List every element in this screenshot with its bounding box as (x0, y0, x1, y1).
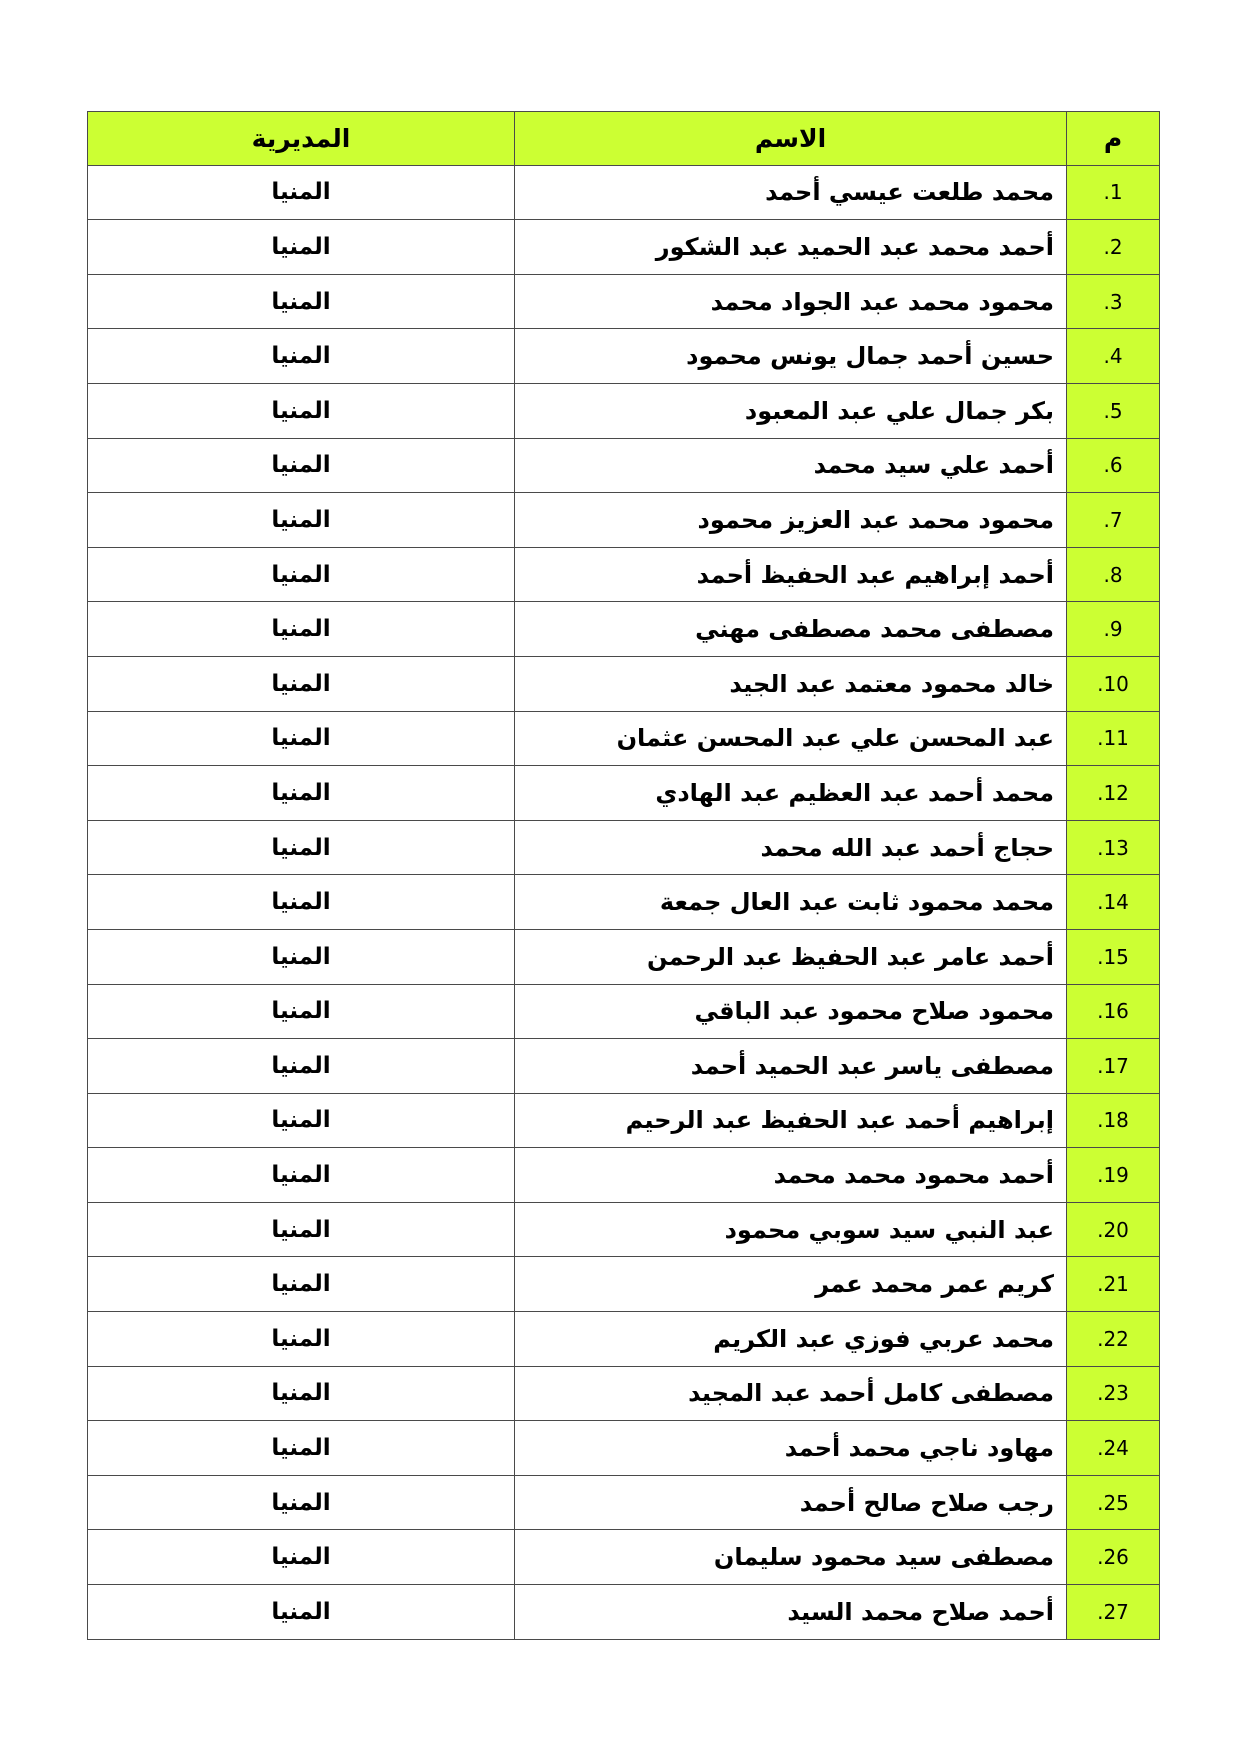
row-name: خالد محمود معتمد عبد الجيد (515, 656, 1067, 711)
row-directorate: المنيا (88, 656, 515, 711)
row-directorate: المنيا (88, 1475, 515, 1530)
row-number: 26. (1067, 1530, 1160, 1585)
row-directorate: المنيا (88, 165, 515, 220)
row-name: محمد عربي فوزي عبد الكريم (515, 1312, 1067, 1367)
row-number: 1. (1067, 165, 1160, 220)
row-name: مصطفى سيد محمود سليمان (515, 1530, 1067, 1585)
table-row (88, 1148, 1160, 1203)
row-directorate: المنيا (88, 875, 515, 930)
row-name: محمود محمد عبد الجواد محمد (515, 274, 1067, 329)
row-name: حسين أحمد جمال يونس محمود (515, 329, 1067, 384)
names-sheet (87, 111, 1159, 1640)
row-directorate: المنيا (88, 711, 515, 766)
table-row (88, 1257, 1160, 1312)
row-name: محمد أحمد عبد العظيم عبد الهادي (515, 766, 1067, 821)
row-number: 2. (1067, 220, 1160, 275)
header-name: الاسم (515, 112, 1067, 166)
row-name: أحمد محمد عبد الحميد عبد الشكور (515, 220, 1067, 275)
row-name: كريم عمر محمد عمر (515, 1257, 1067, 1312)
row-directorate: المنيا (88, 766, 515, 821)
row-name: أحمد إبراهيم عبد الحفيظ أحمد (515, 547, 1067, 602)
row-number: 7. (1067, 493, 1160, 548)
row-number: 22. (1067, 1312, 1160, 1367)
row-number: 12. (1067, 766, 1160, 821)
table-row (88, 438, 1160, 493)
row-directorate: المنيا (88, 220, 515, 275)
row-name: مصطفى كامل أحمد عبد المجيد (515, 1366, 1067, 1421)
row-directorate: المنيا (88, 329, 515, 384)
row-number: 6. (1067, 438, 1160, 493)
row-directorate: المنيا (88, 1421, 515, 1476)
row-directorate: المنيا (88, 547, 515, 602)
row-name: إبراهيم أحمد عبد الحفيظ عبد الرحيم (515, 1093, 1067, 1148)
row-directorate: المنيا (88, 1366, 515, 1421)
row-number: 11. (1067, 711, 1160, 766)
table-row (88, 274, 1160, 329)
row-directorate: المنيا (88, 1039, 515, 1094)
names-table (87, 111, 1160, 1640)
row-directorate: المنيا (88, 1148, 515, 1203)
row-directorate: المنيا (88, 1585, 515, 1640)
table-row (88, 1421, 1160, 1476)
row-name: مصطفى محمد مصطفى مهني (515, 602, 1067, 657)
table-row (88, 929, 1160, 984)
row-name: أحمد عامر عبد الحفيظ عبد الرحمن (515, 929, 1067, 984)
row-directorate: المنيا (88, 1202, 515, 1257)
row-directorate: المنيا (88, 1530, 515, 1585)
row-number: 24. (1067, 1421, 1160, 1476)
row-directorate: المنيا (88, 1257, 515, 1312)
row-name: محمود صلاح محمود عبد الباقي (515, 984, 1067, 1039)
table-row (88, 383, 1160, 438)
row-name: محمد طلعت عيسي أحمد (515, 165, 1067, 220)
header-number: م (1067, 112, 1160, 166)
table-row (88, 1202, 1160, 1257)
row-name: محمد محمود ثابت عبد العال جمعة (515, 875, 1067, 930)
row-number: 23. (1067, 1366, 1160, 1421)
table-row (88, 1475, 1160, 1530)
table-row (88, 820, 1160, 875)
row-directorate: المنيا (88, 820, 515, 875)
row-name: مهاود ناجي محمد أحمد (515, 1421, 1067, 1476)
row-directorate: المنيا (88, 274, 515, 329)
row-number: 25. (1067, 1475, 1160, 1530)
table-row (88, 1585, 1160, 1640)
row-directorate: المنيا (88, 602, 515, 657)
header-directorate: المديرية (88, 112, 515, 166)
row-name: بكر جمال علي عبد المعبود (515, 383, 1067, 438)
table-row (88, 711, 1160, 766)
row-number: 18. (1067, 1093, 1160, 1148)
row-number: 27. (1067, 1585, 1160, 1640)
table-body (88, 165, 1160, 1639)
row-directorate: المنيا (88, 984, 515, 1039)
table-row (88, 165, 1160, 220)
table-row (88, 656, 1160, 711)
row-directorate: المنيا (88, 493, 515, 548)
table-row (88, 984, 1160, 1039)
row-number: 5. (1067, 383, 1160, 438)
table-row (88, 1039, 1160, 1094)
table-row (88, 1366, 1160, 1421)
table-row (88, 1312, 1160, 1367)
row-number: 17. (1067, 1039, 1160, 1094)
table-row (88, 875, 1160, 930)
row-name: محمود محمد عبد العزيز محمود (515, 493, 1067, 548)
row-number: 10. (1067, 656, 1160, 711)
row-directorate: المنيا (88, 1093, 515, 1148)
row-name: أحمد علي سيد محمد (515, 438, 1067, 493)
row-number: 21. (1067, 1257, 1160, 1312)
table-row (88, 602, 1160, 657)
row-number: 3. (1067, 274, 1160, 329)
table-header-row (88, 112, 1160, 166)
row-name: عبد النبي سيد سوبي محمود (515, 1202, 1067, 1257)
row-name: مصطفى ياسر عبد الحميد أحمد (515, 1039, 1067, 1094)
row-name: رجب صلاح صالح أحمد (515, 1475, 1067, 1530)
table-row (88, 1093, 1160, 1148)
row-number: 15. (1067, 929, 1160, 984)
row-number: 9. (1067, 602, 1160, 657)
row-name: أحمد محمود محمد محمد (515, 1148, 1067, 1203)
table-row (88, 329, 1160, 384)
table-row (88, 1530, 1160, 1585)
table-row (88, 766, 1160, 821)
row-directorate: المنيا (88, 1312, 515, 1367)
row-number: 13. (1067, 820, 1160, 875)
row-number: 16. (1067, 984, 1160, 1039)
row-name: أحمد صلاح محمد السيد (515, 1585, 1067, 1640)
table-row (88, 493, 1160, 548)
row-directorate: المنيا (88, 438, 515, 493)
row-number: 4. (1067, 329, 1160, 384)
row-directorate: المنيا (88, 929, 515, 984)
row-name: عبد المحسن علي عبد المحسن عثمان (515, 711, 1067, 766)
table-row (88, 547, 1160, 602)
row-number: 20. (1067, 1202, 1160, 1257)
row-name: حجاج أحمد عبد الله محمد (515, 820, 1067, 875)
row-number: 19. (1067, 1148, 1160, 1203)
table-row (88, 220, 1160, 275)
row-number: 14. (1067, 875, 1160, 930)
row-number: 8. (1067, 547, 1160, 602)
row-directorate: المنيا (88, 383, 515, 438)
